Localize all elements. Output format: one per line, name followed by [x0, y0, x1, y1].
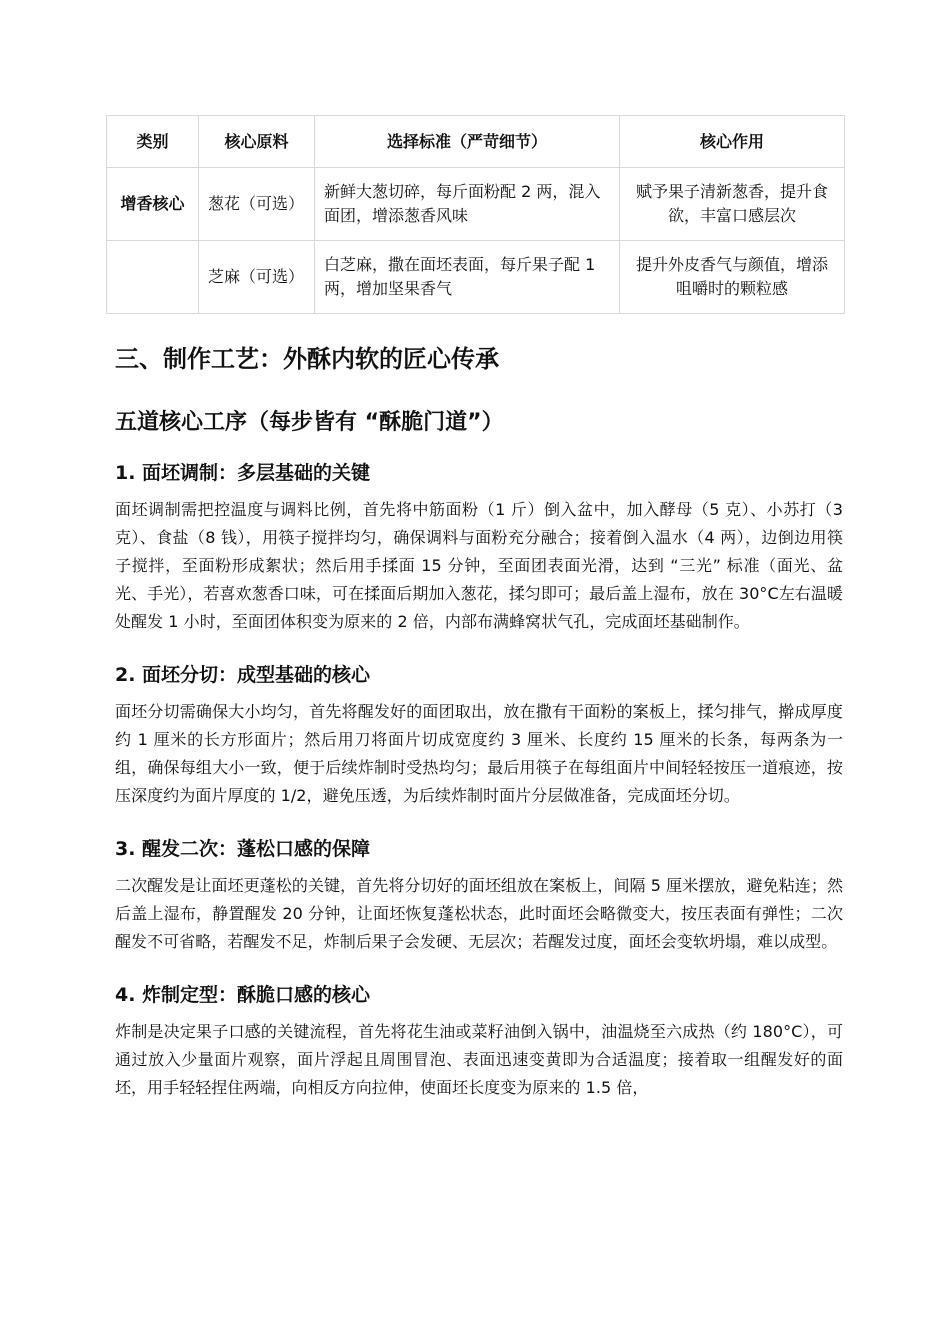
section-subtitle: 五道核心工序（每步皆有 “酥脆门道”） [115, 410, 504, 435]
step-paragraph: 二次醒发是让面坯更蓬松的关键，首先将分切好的面坯组放在案板上，间隔 5 厘米摆放，避免粘连；然后盖上湿布，静置醒发 20 分钟，让面坯恢复蓬松状态，此时面坯会略微变大，按压表面有弹性；二次醒发不可省略，若醒发不足，炸制后果子会发硬、无层次；若醒发过度，面坯会变软坍塌，难以成型。 [115, 876, 843, 951]
step-block [115, 454, 843, 636]
cell-category: 增香核心 [107, 168, 199, 241]
cell-material: 芝麻（可选） [199, 241, 315, 314]
cell-role: 赋予果子清新葱香，提升食欲，丰富口感层次 [620, 168, 845, 241]
step-title: 2. 面坯分切：成型基础的核心 [115, 664, 371, 686]
step-block [115, 656, 843, 810]
section-title: 三、制作工艺：外酥内软的匠心传承 [115, 345, 499, 373]
step-paragraph: 炸制是决定果子口感的关键流程，首先将花生油或菜籽油倒入锅中，油温烧至六成热（约 180°C），可通过放入少量面片观察，面片浮起且周围冒泡、表面迅速变黄即为合适温度；接着取一组醒发好的面坯，用手轻轻捏住两端，向相反方向拉伸，使面坯长度变为原来的 1.5 倍， [115, 1022, 843, 1097]
main-content [115, 338, 843, 1102]
cell-standard: 白芝麻，撒在面坯表面，每斤果子配 1 两，增加坚果香气 [315, 241, 620, 314]
header-role: 核心作用 [620, 116, 845, 168]
cell-category [107, 241, 199, 314]
header-material: 核心原料 [199, 116, 315, 168]
cell-role: 提升外皮香气与颜值，增添咀嚼时的颗粒感 [620, 241, 845, 314]
header-category: 类别 [107, 116, 199, 168]
cell-standard: 新鲜大葱切碎，每斤面粉配 2 两，混入面团，增添葱香风味 [315, 168, 620, 241]
header-standard: 选择标准（严苛细节） [315, 116, 620, 168]
step-title: 1. 面坯调制：多层基础的关键 [115, 462, 371, 484]
step-paragraph: 面坯调制需把控温度与调料比例，首先将中筋面粉（1 斤）倒入盆中，加入酵母（5 克）、小苏打（3 克）、食盐（8 钱），用筷子搅拌均匀，确保调料与面粉充分融合；接着倒入温水（4 两），边倒边用筷子搅拌，至面粉形成絮状；然后用手揉面 15 分钟，至面团表面光滑，达到 “三光” 标准（面光、盆光、手光），若喜欢葱香口味，可在揉面后期加入葱花，揉匀即可；最后盖上湿布，放在 30°C左右温暖处醒发 1 小时，至面团体积变为原来的 2 倍，内部布满蜂窝状气孔，完成面坯基础制作。 [115, 500, 843, 631]
table-row [107, 168, 845, 241]
step-paragraph: 面坯分切需确保大小均匀，首先将醒发好的面团取出，放在撒有干面粉的案板上，揉匀排气，擀成厚度约 1 厘米的长方形面片；然后用刀将面片切成宽度约 3 厘米、长度约 15 厘米的长条，每两条为一组，确保每组大小一致，便于后续炸制时受热均匀；最后用筷子在每组面片中间轻轻按压一道痕迹，按压深度约为面片厚度的 1/2，避免压透，为后续炸制时面片分层做准备，完成面坯分切。 [115, 702, 843, 805]
step-block [115, 976, 843, 1102]
cell-material: 葱花（可选） [199, 168, 315, 241]
step-title: 3. 醒发二次：蓬松口感的保障 [115, 838, 371, 860]
ingredients-table [106, 115, 845, 314]
step-title: 4. 炸制定型：酥脆口感的核心 [115, 984, 371, 1006]
table-header-row [107, 116, 845, 168]
table-row [107, 241, 845, 314]
step-block [115, 830, 843, 956]
